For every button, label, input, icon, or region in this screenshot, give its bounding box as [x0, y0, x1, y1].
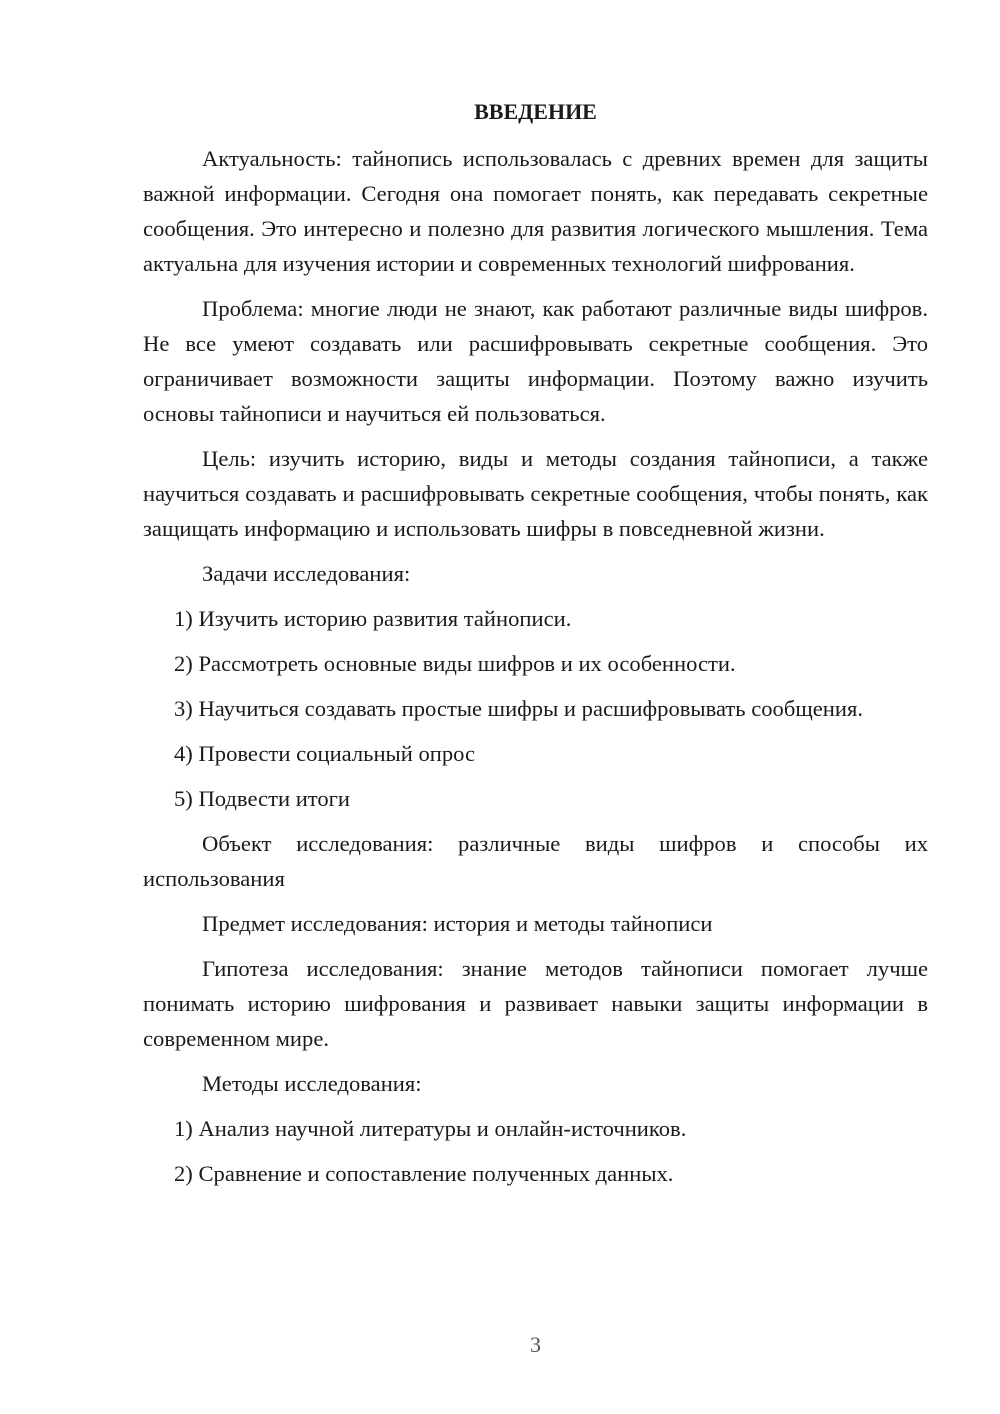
task-item: 5) Подвести итоги [174, 786, 351, 811]
task-item: 4) Провести социальный опрос [174, 741, 476, 766]
hypothesis-paragraph: Гипотеза исследования: знание методов тайнописи помогает лучше понимать историю шифрования и развивает навыки защиты информации в современном мире. [143, 956, 928, 1051]
object-paragraph: Объект исследования: различные виды шифров и способы их использования [143, 831, 928, 891]
page-number: 3 [530, 1332, 541, 1357]
section-heading: ВВЕДЕНИЕ [474, 99, 597, 124]
task-item: 1) Изучить историю развития тайнописи. [174, 606, 572, 631]
methods-title: Методы исследования: [202, 1071, 422, 1096]
task-item: 2) Рассмотреть основные виды шифров и их особенности. [174, 651, 736, 676]
problem-paragraph: Проблема: многие люди не знают, как работают различные виды шифров. Не все умеют создавать или расшифровывать секретные сообщения. Это ограничивает возможности защиты информации. Поэтому важно изучить основы тайнописи и научиться ей пользоваться. [143, 296, 928, 426]
method-item: 2) Сравнение и сопоставление полученных данных. [174, 1161, 674, 1186]
method-item: 1) Анализ научной литературы и онлайн-источников. [174, 1116, 687, 1141]
tasks-title: Задачи исследования: [202, 561, 411, 586]
subject-paragraph: Предмет исследования: история и методы тайнописи [202, 911, 713, 936]
task-item: 3) Научиться создавать простые шифры и расшифровывать сообщения. [174, 696, 863, 721]
relevance-paragraph: Актуальность: тайнопись использовалась с древних времен для защиты важной информации. Сегодня она помогает понять, как передавать секретные сообщения. Это интересно и полезно для развития логического мышления. Тема актуальна для изучения истории и современных технологий шифрования. [143, 146, 928, 276]
goal-paragraph: Цель: изучить историю, виды и методы создания тайнописи, а также научиться создавать и расшифровывать секретные сообщения, чтобы понять, как защищать информацию и использовать шифры в повседневной жизни. [143, 446, 928, 541]
document-body [143, 94, 928, 1201]
